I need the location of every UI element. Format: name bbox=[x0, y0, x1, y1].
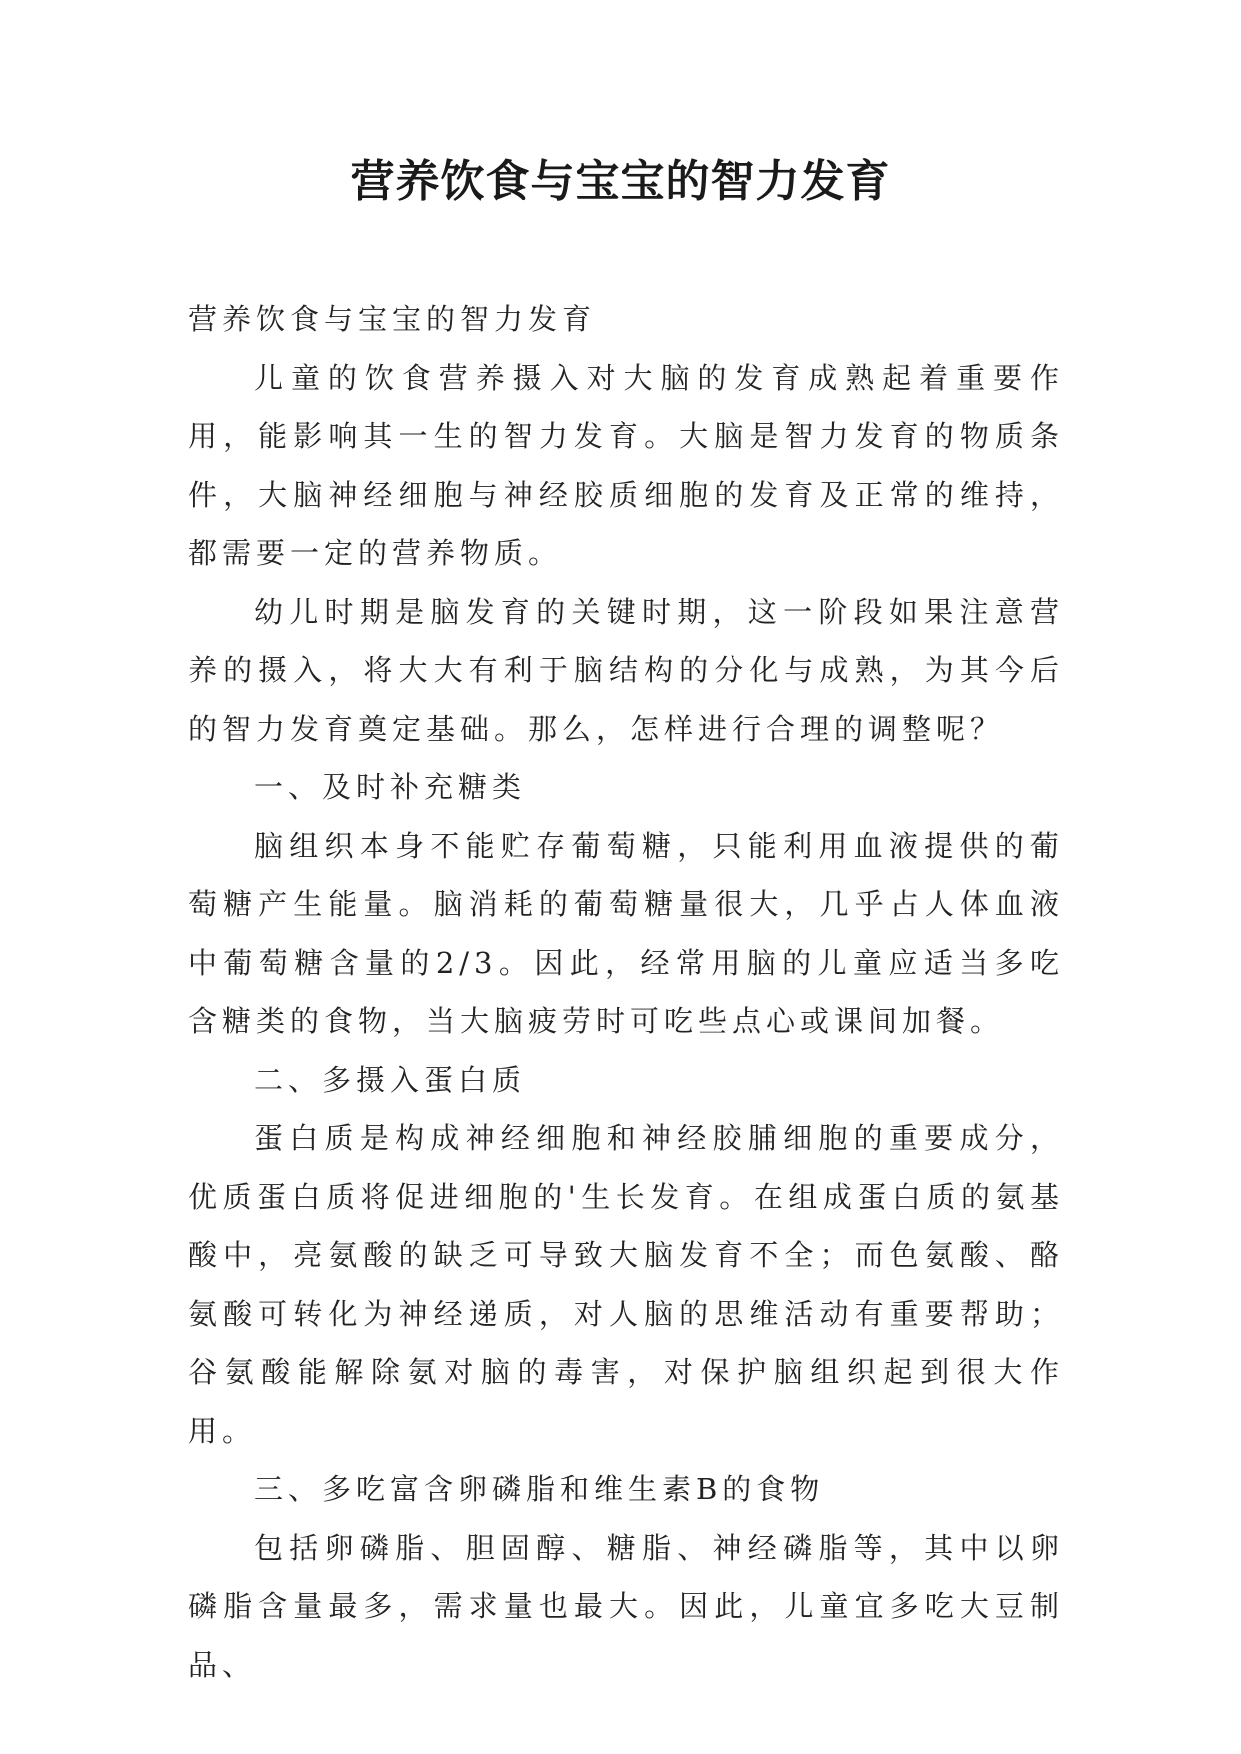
paragraph: 一、及时补充糖类 bbox=[254, 770, 527, 804]
paragraph: 二、多摄入蛋白质 bbox=[254, 1062, 527, 1097]
document-body bbox=[188, 290, 1064, 1694]
paragraph: 儿童的饮食营养摄入对大脑的发育成熟起着重要作用，能影响其一生的智力发育。大脑是智力发育的物质条件，大脑神经细胞与神经胶质细胞的发育及正常的维持，都需要一定的营养物质。 bbox=[188, 360, 1064, 570]
paragraph: 包括卵磷脂、胆固醇、糖脂、神经磷脂等，其中以卵磷脂含量最多，需求量也最大。因此，儿童宜多吃大豆制品、 bbox=[188, 1530, 1064, 1682]
paragraph: 幼儿时期是脑发育的关键时期，这一阶段如果注意营养的摄入，将大大有利于脑结构的分化与成熟，为其今后的智力发育奠定基础。那么，怎样进行合理的调整呢？ bbox=[188, 594, 1064, 746]
document-subtitle: 营养饮食与宝宝的智力发育 bbox=[188, 302, 597, 336]
paragraph: 脑组织本身不能贮存葡萄糖，只能利用血液提供的葡萄糖产生能量。脑消耗的葡萄糖量很大，几乎占人体血液中葡萄糖含量的2/3。因此，经常用脑的儿童应适当多吃含糖类的食物，当大脑疲劳时可吃些点心或课间加餐。 bbox=[188, 828, 1064, 1038]
paragraph: 蛋白质是构成神经细胞和神经胶脯细胞的重要成分，优质蛋白质将促进细胞的'生长发育。在组成蛋白质的氨基酸中，亮氨酸的缺乏可导致大脑发育不全；而色氨酸、酪氨酸可转化为神经递质，对人脑的思维活动有重要帮助；谷氨酸能解除氨对脑的毒害，对保护脑组织起到很大作用。 bbox=[188, 1121, 1064, 1448]
document-title: 营养饮食与宝宝的智力发育 bbox=[350, 156, 891, 207]
paragraph: 三、多吃富含卵磷脂和维生素B的食物 bbox=[254, 1472, 825, 1506]
